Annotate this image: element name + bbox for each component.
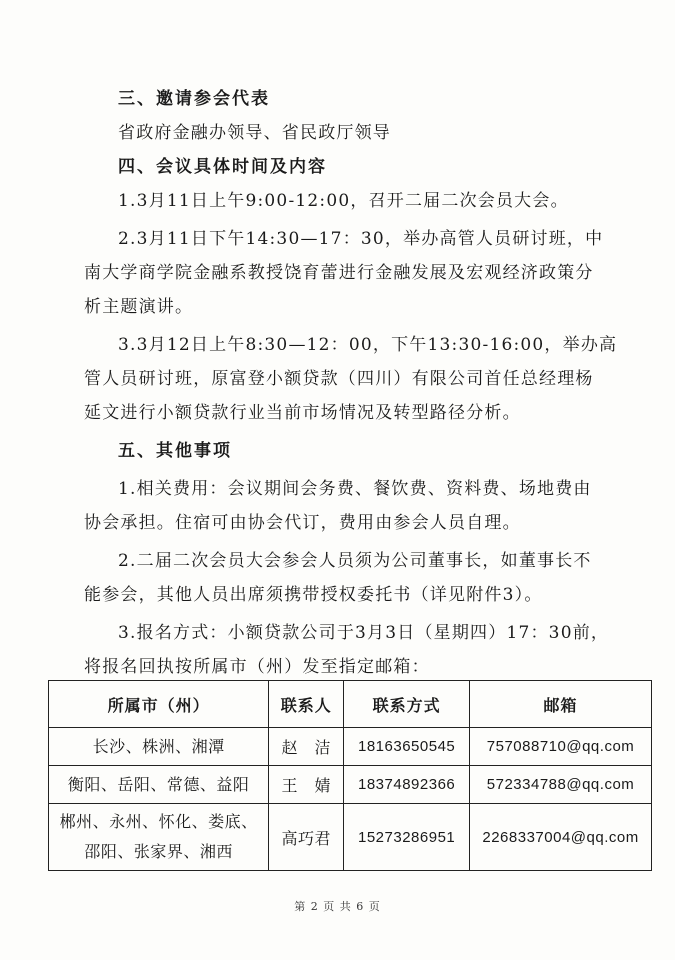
region-text: 长沙、株洲、湘潭 xyxy=(92,736,225,756)
paragraph-line: 3.报名方式：小额贷款公司于3月3日（星期四）17：30前， xyxy=(118,623,610,643)
region-text: 郴州、永州、怀化、娄底、 xyxy=(59,812,258,831)
paragraph-line: 1.相关费用：会议期间会务费、餐饮费、资料费、场地费由 xyxy=(118,479,592,499)
phone-cell: 18374892366 xyxy=(344,766,470,804)
paragraph-line: 协会承担。住宿可由协会代订，费用由参会人员自理。 xyxy=(84,513,521,533)
contact-cell: 赵 洁 xyxy=(269,728,344,766)
paragraph-line: 2.3月11日下午14:30—17：30，举办高管人员研讨班，中 xyxy=(118,229,604,249)
section-heading-4: 四、会议具体时间及内容 xyxy=(118,157,327,177)
region-text: 衡阳、岳阳、常德、益阳 xyxy=(67,774,250,794)
email-cell: 757088710@qq.com xyxy=(470,728,652,766)
region-cell xyxy=(49,766,269,804)
email-cell: 572334788@qq.com xyxy=(470,766,652,804)
table-row xyxy=(49,766,652,804)
header-contact: 联系人 xyxy=(269,681,344,728)
paragraph-line: 延文进行小额贷款行业当前市场情况及转型路径分析。 xyxy=(84,403,521,423)
region-cell xyxy=(49,728,269,766)
contact-cell: 高巧君 xyxy=(269,804,344,871)
contact-cell: 王 婧 xyxy=(269,766,344,804)
section-heading-5: 五、其他事项 xyxy=(118,441,232,461)
paragraph-line: 1.3月11日上午9:00-12:00，召开二届二次会员大会。 xyxy=(118,191,569,211)
paragraph-line: 析主题演讲。 xyxy=(84,297,194,317)
paragraph-line: 能参会，其他人员出席须携带授权委托书（详见附件3）。 xyxy=(84,585,543,605)
region-cell xyxy=(49,804,269,871)
paragraph-line: 南大学商学院金融系教授饶育蕾进行金融发展及宏观经济政策分 xyxy=(84,263,594,283)
section-heading-3: 三、邀请参会代表 xyxy=(118,89,270,109)
table-header-row xyxy=(49,681,652,728)
contact-table xyxy=(48,680,652,871)
page-number-footer: 第 2 页 共 6 页 xyxy=(294,900,381,913)
table-row xyxy=(49,804,652,871)
email-cell: 2268337004@qq.com xyxy=(470,804,652,871)
header-email: 邮箱 xyxy=(470,681,652,728)
header-region: 所属市（州） xyxy=(49,681,269,728)
region-text: 邵阳、张家界、湘西 xyxy=(84,842,233,861)
paragraph-line: 3.3月12日上午8:30—12：00，下午13:30-16:00，举办高 xyxy=(118,335,618,355)
phone-cell: 18163650545 xyxy=(344,728,470,766)
paragraph-line: 将报名回执按所属市（州）发至指定邮箱： xyxy=(84,657,430,677)
header-phone: 联系方式 xyxy=(344,681,470,728)
paragraph-line: 省政府金融办领导、省民政厅领导 xyxy=(118,123,391,143)
phone-cell: 15273286951 xyxy=(344,804,470,871)
table-row xyxy=(49,728,652,766)
paragraph-line: 2.二届二次会员大会参会人员须为公司董事长，如董事长不 xyxy=(118,551,592,571)
paragraph-line: 管人员研讨班，原富登小额贷款（四川）有限公司首任总经理杨 xyxy=(84,369,594,389)
